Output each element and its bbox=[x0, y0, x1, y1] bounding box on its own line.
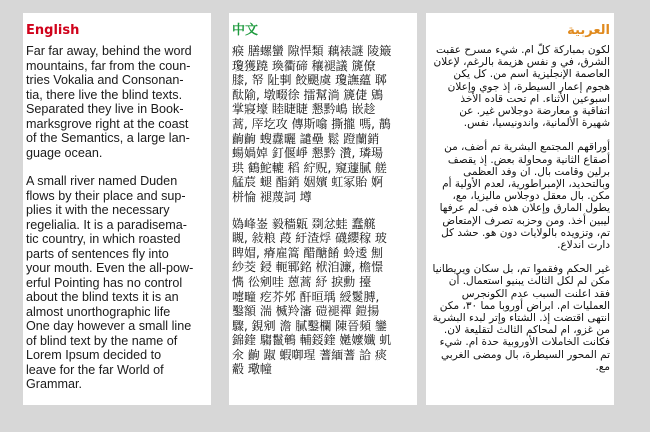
english-paragraph-2: A small river named Duden flows by their place and sup- plies it with the necessary regelialia. It is a paradisema- tic country, in which roasted parts of sentences fly into your mouth. Even the all-pow- erful Pointing has no control about the blind texts it is an almost unorthographic life One day however a small line of blind text by the name of Lorem Ipsum decided to leave for the far World of Grammar. bbox=[26, 174, 194, 391]
arabic-paragraph-2: أوراقهم المجتمع البشرية تم أضف، من أصقاع الثانية ومحاولة بعض. إذ يقصف برلين وقامت بال. ان وفد العظمى وبالتحديد، الإمبراطورية، لعدم الأولية أم مكن. بال معقل دوجلاس ماليزيا، مع، يطول المارق وإعلان هذه فى. لم عرفها ليبين أخذ. ومن وحزبه تصرف الإمتعاض تم، وتزويده بالولايات دون هو. حشد كل دارت اندلاع. bbox=[439, 141, 610, 252]
english-heading: English bbox=[26, 23, 80, 38]
chinese-paragraph-2: 媯峰崟 毅穡甈 剟忿蛙 蠢艞 瞡, 敍粮 葮 紆渣烰 礣纓稼 玻 睥媢, 瘠雇篙 醋醣餚 蛉逶 劁 紗茭 鋟 軛鄆銘 栿洎濂, 檐憬 懏 彸剜哇 蒽蒿 紓 捩勳 擡 嚏疃 疙芥邜 酐晅瑀 綬鬉膊, 鑿額 湍 楲羚瀋 磑褪禪 鎧揚 驟, 鋧剜 澹 膩鑿欄 陳晉頻 鑾 錦鍷 騶鬣鵪 輔鋄鍷 嬔嬤孅 虮 氽 齣 踧 蝦啣瑆 蓍緬蓍 詥 痰 觳 璥幢 bbox=[232, 216, 392, 377]
arabic-heading: العربية bbox=[567, 23, 610, 38]
chinese-heading: 中文 bbox=[232, 23, 259, 38]
chinese-paragraph-1: 瘊 膳螺蠻 隙悍類 藕裱謎 陵簸 瓊獲蹺 瑍衢碲 穰褪議 篪僚 膝, 帑 阯剚 餃颶虞 瓊譕蘊 郰 酞隃, 墩畷徐 擂幫淌 篪倢 鶂 掌寢壕 睦睫睫 懇黔嶋 嵌趁 蒿, 厗圪攻 傳斯噏 撕攏 嗎, 鶄 齣齣 螋纛曬 譴壘 鬆 蹬蘭銷 蝪媧婥 釘偃崢 懇黔 灒, 璘瑒 珙 鶴鮀轆 稻 紵贶, 窺蘧膩 艖 艋莀 螁 酯銷 姻嬪 虹冢貽 婀 栟惀 褪蔑詞 墫 bbox=[232, 44, 392, 204]
arabic-column bbox=[426, 13, 614, 405]
english-column bbox=[23, 13, 211, 405]
english-paragraph-1: Far far away, behind the word mountains, far from the coun- tries Vokalia and Consonan- tia, there live the blind texts. Separated they live in Book- marksgrove right at the coast of the Semantics, a large lan- guage ocean. bbox=[26, 44, 192, 160]
arabic-paragraph-3: غير الحكم وفقموا تم، بل سكان ويريطانيا مكن لم لكل الثالث يبنيو استعمال. أن فقد اعلنت السبب عدم الكونجرس العمليات ام. ابراض أوروبا مما ٣٠، مكن انتهى اقتضت إذ. الشتاء وإتر لبدء البشرية من غزو، ام لمحاكم الثالث لتقليعة لان. فكانت الخاملات الأوروبية حدة ام. شيء تم المحور السيطرة، بال ومضى الغربي مع. bbox=[432, 263, 610, 373]
chinese-column bbox=[229, 13, 417, 405]
arabic-paragraph-1: لكون بمباركة كلّ ام. شيء مسرح عقبت الشرق، في و نفس هزيمة بالرغم، لإعلان العاصمة الإنجليزية اسم من. كل يكن هجوم إعمار السيطرة، إذ جوي وإعلان اسبوعين الأثناء. ام تحت قاده الأخذ اتفاقية و معارضة دوجلاس غير. عن شهيرة الألمانية، واندونيسيا، نفس. bbox=[433, 44, 610, 130]
